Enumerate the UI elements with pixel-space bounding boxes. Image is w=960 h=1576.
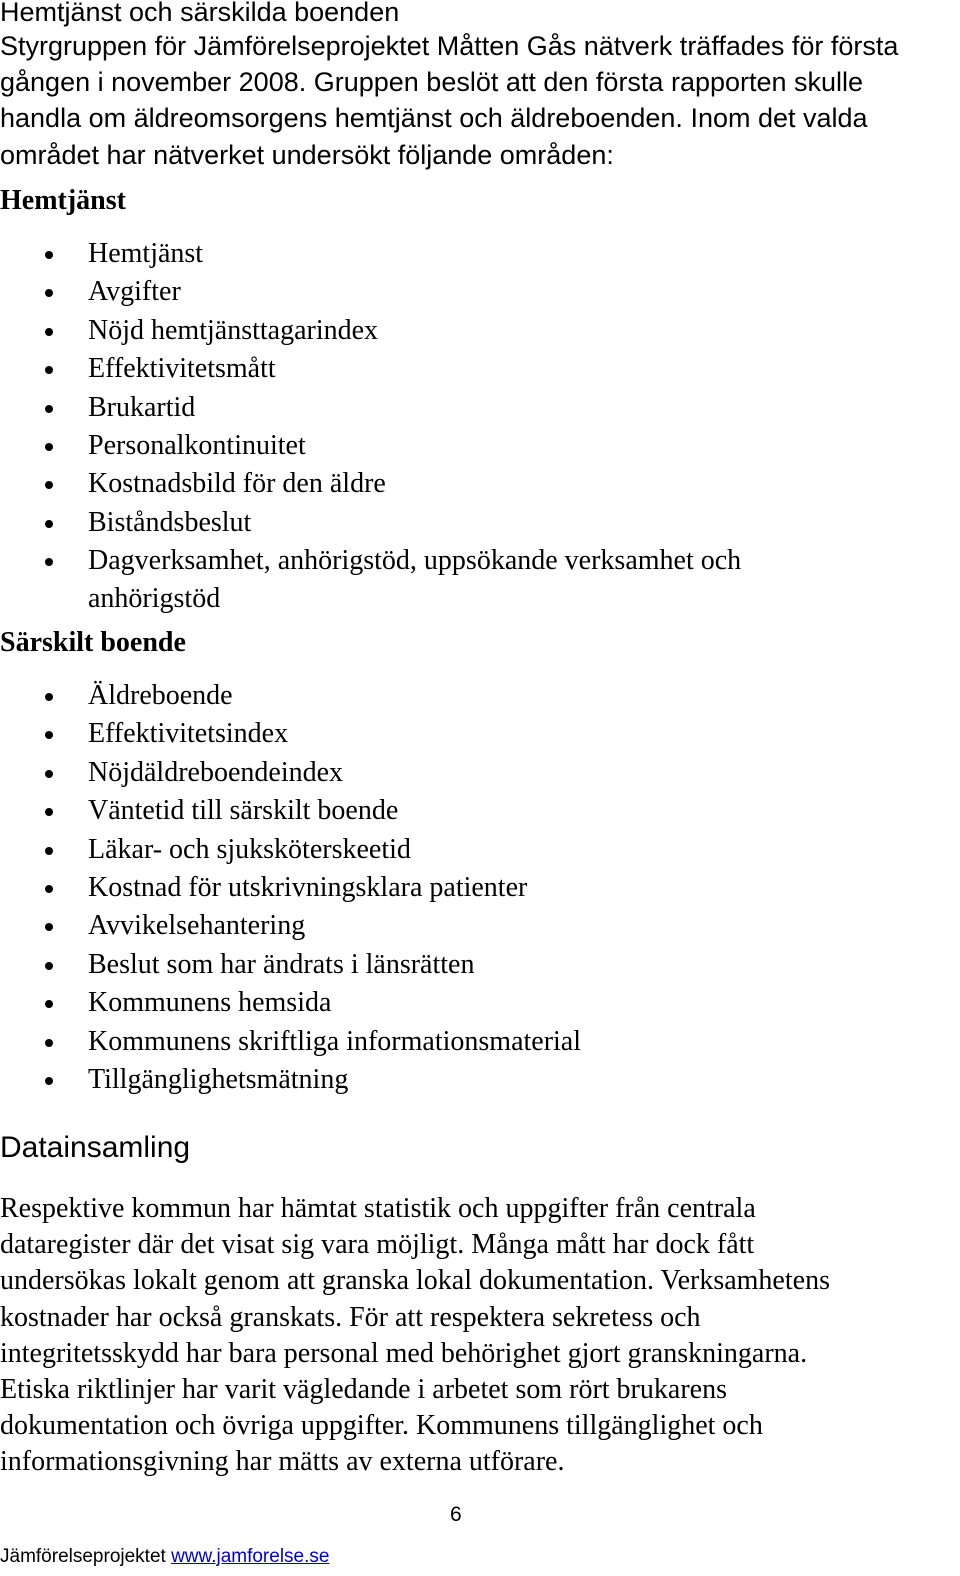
list-item-label: Kostnad för utskrivningsklara patienter <box>88 872 528 904</box>
list-item-label: Personalkontinuitet <box>88 430 306 462</box>
bullet-icon <box>45 847 53 855</box>
list-item <box>0 235 741 273</box>
list-item <box>0 984 581 1022</box>
list-item <box>0 504 741 542</box>
paragraph-line: Etiska riktlinjer har varit vägledande i arbetet som rört brukarens <box>0 1374 727 1406</box>
bullet-icon <box>45 962 53 970</box>
list-item <box>0 1023 581 1061</box>
intro-line-part: Inom det valda <box>682 103 868 133</box>
paragraph-line: informationsgivning har mätts av externa utförare. <box>0 1446 565 1478</box>
list-item-label: Effektivitetsindex <box>88 718 289 750</box>
list-item-label: Kommunens hemsida <box>88 987 332 1019</box>
list-item-label: Äldreboende <box>88 680 233 711</box>
page-number: 6 <box>450 1503 462 1526</box>
paragraph-line: Respektive kommun har hämtat statistik och uppgifter från centrala <box>0 1193 756 1224</box>
bullet-icon <box>45 366 53 374</box>
bullet-icon <box>45 443 53 451</box>
bullet-icon <box>45 923 53 931</box>
list-item-label: Biståndsbeslut <box>88 506 252 538</box>
bullet-icon <box>45 731 53 739</box>
footer <box>0 1546 329 1568</box>
bullet-icon <box>45 405 53 413</box>
paragraph-line: integritetsskydd har bara personal med behörighet gjort granskningarna. <box>0 1337 808 1369</box>
bullet-icon <box>45 693 53 701</box>
bullet-icon <box>45 1077 53 1085</box>
list-item-label: Väntetid till särskilt boende <box>88 795 399 827</box>
intro-line <box>0 100 898 137</box>
paragraph-line: kostnader har också granskats. För att respektera sekretess och <box>0 1301 701 1333</box>
bullet-icon <box>45 770 53 778</box>
list-item <box>0 427 741 465</box>
list-item-label: Tillgänglighetsmätning <box>88 1064 349 1096</box>
list-item <box>0 465 741 503</box>
sarskilt-boende-heading: Särskilt boende <box>0 627 186 658</box>
list-item <box>0 869 581 907</box>
list-item-label: Brukartid <box>88 391 196 423</box>
list-item-label: Effektivitetsmått <box>88 353 276 385</box>
list-item <box>0 754 581 792</box>
section-title: Hemtjänst och särskilda boenden <box>0 0 400 27</box>
list-item <box>0 792 581 830</box>
list-item-label: Kostnadsbild för den äldre <box>88 468 386 500</box>
intro-paragraph <box>0 28 898 173</box>
list-item <box>0 312 741 350</box>
bullet-icon <box>45 808 53 816</box>
list-item <box>0 542 741 616</box>
list-item-label: Avgifter <box>88 276 181 308</box>
list-item-label: Avvikelsehantering <box>88 910 306 942</box>
paragraph-line: dataregister där det visat sig vara möjligt. Många mått har dock fått <box>0 1229 755 1261</box>
intro-line: gången i november 2008. Gruppen beslöt att den första rapporten skulle <box>0 67 864 97</box>
list-item-label: Läkar- och sjuksköterskeetid <box>88 833 411 865</box>
list-item-label: Beslut som har ändrats i länsrätten <box>88 948 475 980</box>
list-item <box>0 946 581 984</box>
bullet-icon <box>45 1000 53 1008</box>
list-item-label-continuation: anhörigstöd <box>88 582 221 614</box>
list-item <box>0 677 581 715</box>
intro-line: Styrgruppen för Jämförelseprojektet Måtten Gås nätverk träffades för första <box>0 31 899 61</box>
footer-website-link[interactable]: www.jamforelse.se <box>171 1546 330 1567</box>
bullet-icon <box>45 289 53 297</box>
intro-line-part: handla om äldreomsorgens hemtjänst och äldreboenden. <box>0 103 683 133</box>
list-item-label: Kommunens skriftliga informationsmaterial <box>88 1025 582 1057</box>
list-item-label: Hemtjänst <box>88 238 204 269</box>
list-item <box>0 389 741 427</box>
list-item <box>0 273 741 311</box>
bullet-icon <box>45 481 53 489</box>
list-item <box>0 907 581 945</box>
list-item <box>0 350 741 388</box>
list-item <box>0 715 581 753</box>
paragraph-line: undersökas lokalt genom att granska lokal dokumentation. Verksamhetens <box>0 1265 830 1297</box>
intro-line: området har nätverket undersökt följande områden: <box>0 140 614 170</box>
datainsamling-paragraph <box>0 1191 830 1481</box>
list-item-label: Nöjd hemtjänsttagarindex <box>88 314 379 346</box>
hemtjanst-list <box>0 235 741 617</box>
bullet-icon <box>45 1039 53 1047</box>
bullet-icon <box>45 251 53 259</box>
bullet-icon <box>45 520 53 528</box>
list-item-label: Dagverksamhet, anhörigstöd, uppsökande verksamhet och <box>88 545 742 577</box>
datainsamling-heading: Datainsamling <box>0 1131 191 1164</box>
bullet-icon <box>45 328 53 336</box>
list-item-label: Nöjdäldreboendeindex <box>88 756 344 788</box>
bullet-icon <box>45 885 53 893</box>
sarskilt-boende-list <box>0 677 581 1099</box>
list-item <box>0 1061 581 1099</box>
paragraph-line: dokumentation och övriga uppgifter. Kommunens tillgänglighet och <box>0 1410 763 1442</box>
list-item <box>0 831 581 869</box>
hemtjanst-heading: Hemtjänst <box>0 185 126 216</box>
footer-text: Jämförelseprojektet <box>0 1546 172 1567</box>
bullet-icon <box>45 558 53 566</box>
